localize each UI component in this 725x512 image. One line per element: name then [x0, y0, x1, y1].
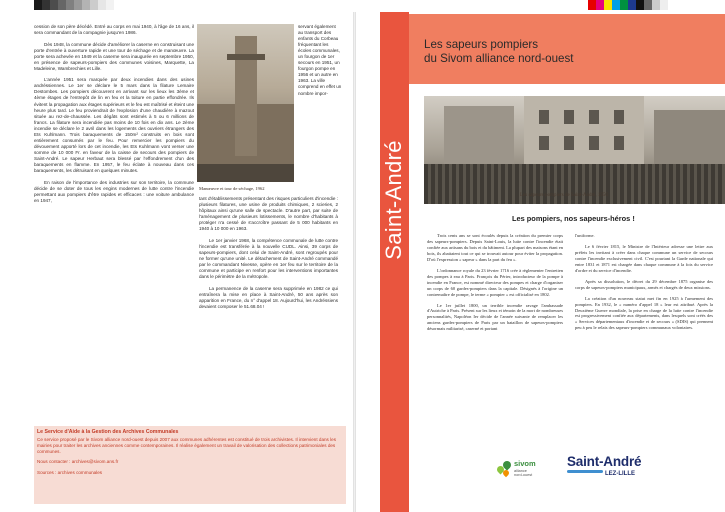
paragraph: l'uniforme.: [575, 233, 595, 238]
paragraph: Le 6 février 1815, le Ministre de l'Intérieur adresse une lettre aux préfets les invitant à créer dans chaque commune un service de secours contre l'incendie exclusivement civil. C'est pourtant la Garde nationale qui entre 1831 et 1871 est chargée dans chaque commune à la fois du service d'ordre et du service d'incendie.: [575, 243, 713, 273]
print-color-strip-right: [588, 0, 668, 10]
saint-andre-logo-subtitle: LEZ-LILLE: [605, 471, 635, 477]
sivom-logo-name: sivom: [514, 459, 536, 468]
text-column-a: [34, 24, 194, 209]
article-heading: Les pompiers, nos sapeurs-héros !: [512, 214, 635, 223]
text-column-c: [427, 233, 563, 337]
crew-photo-caption: Les sapeurs-pompiers de Saint-André, 1950: [520, 193, 608, 198]
wave-icon: [567, 470, 603, 473]
vertical-title: Saint-André: [381, 140, 406, 260]
archive-box-contact: Nous contacter : archives@sivom.ans.fr: [37, 459, 119, 465]
archive-service-box: [34, 426, 346, 504]
droplets-icon: [495, 458, 513, 480]
saint-andre-logo: [567, 454, 657, 490]
vertical-title-bar: [380, 12, 409, 512]
paragraph: La permanence de la caserne sera supprimée en 1982 ce qui entraînera la mise en place à Saint-André, 50 ans après son apparition en France, du n° d'appel 18. Aujourd'hui, les Andréssiens devaient composer le 51.68.04 !: [199, 285, 338, 309]
paragraph: La création d'un nouveau statut met fin en 1925 à l'armement des pompiers. En 1932, le « numéro d'appel 18 » leur est attribué. Après la Deuxième Guerre mondiale, la prise en charge de la lutte contre l'incendie est progressivement confiée aux départements, dans lesquels sont créés des « Services départementaux d'incendie et de secours » (SDIS) qui prennent peu à peu le relais des sapeurs-pompiers communaux volontaires.: [575, 295, 713, 331]
sivom-logo-subtitle: alliance nord-ouest: [514, 469, 533, 478]
tower-photo: [197, 24, 294, 182]
archive-box-title: Le Service d'Aide à la Gestion des Archives Communales: [37, 429, 179, 435]
archive-box-sources: Sources : archives communales: [37, 470, 103, 476]
paragraph: En raison de l'importance des industries sur son territoire, la commune décide de se doter de tous les engins modernes de lutte contre l'incendie permettant aux pompiers d'être rapides et efficaces : une voiture ambulance en 1947,: [34, 179, 194, 203]
paragraph: cession de son père décédé. Entré au corps en mai 1940, à l'âge de 16 ans, il sera commandant de la compagnie jusqu'en 1986.: [34, 24, 194, 36]
page-title: Les sapeurs pompiers du Sivom alliance nord-ouest: [424, 38, 574, 65]
text-column-b: [199, 196, 338, 315]
paragraph: tant d'établissements présentant des risques particuliers d'incendie : plusieurs filatures, une usine de produits chimiques, 2 scieries, 2 hôpitaux ainsi qu'une salle de spectacle. D'autre part, par suite de l'aménagement de plusieurs lotissements, le nombre d'habitants à protéger n'a cessé de s'accroître passant de 5 000 habitants en 1940 à 10 000 en 1963.: [199, 196, 338, 232]
paragraph: Le 1er juillet 1800, un terrible incendie ravage l'ambassade d'Autriche à Paris. Présent sur les lieux et témoin de la mort de nombreuses personnalités, Napoléon Ier décide de l'année suivante de remplacer les anciens gardes-pompiers de Paris par un bataillon de sapeurs-pompiers désormais militarisé, caserné et portant: [427, 302, 563, 332]
paragraph: Après sa dissolution, le décret du 29 décembre 1875 organise des corps de sapeurs-pompiers municipaux, armés et chargés de deux missions.: [575, 278, 713, 290]
sivom-logo: [495, 456, 555, 490]
page-fold: [353, 12, 356, 512]
paragraph: servant également au transport des enfants du Corbeau fréquentant les écoles communales, un fourgon de 1er secours en 1951, un fourgon pompe en 1956 et un autre en 1963. La ville comprend en effet un nombre impor-: [298, 24, 342, 96]
text-column-b-top: [298, 24, 342, 102]
paragraph: L'année 1951 sera marquée par deux incendies dans des usines andréssiennes. Le 1er se déclare le 5 mars dans la filature Lemaire Destombes. Les pompiers découvrent en arrivant sur les lieux les 3ème et 4ème étages de l'entrepôt de lin en feu et la toiture en partie effondrée. Ils évitent la propagation aux étages supérieurs et le feu est maîtrisé et éteint une heure plus tard. Le feu proviendrait de l'explosion d'une chaudière à mazout située au rez-de-chaussée. Les dégâts sont estimés à 5 ou 6 millions de francs. La filature sera incendiée pas moins de 10 fois en dix ans. Le 2ème incendie se déclare le 2 avril dans les logements des ouvriers étrangers des Ets Kuhlmann. Trois baraquements de 150m² construits en bois sont entièrement consumés par le feu. Pour remercier les pompiers du dévouement apporté lors de cet incendie, les Ets Kuhlmann vont verser une somme de 10 000 Fr. en faveur de la caisse de secours des pompiers de Saint-André. Le sapeur Herbaut sera blessé par l'effondrement d'un des baraquements en flamme. En 1957, le feu éclate à nouveau dans ces baraquements, les détruisant en quelques minutes.: [34, 77, 194, 174]
crew-photo: [424, 96, 725, 204]
archive-box-description: Ce service proposé par le Sivom alliance nord-ouest depuis 2007 aux communes adhérentes est constitué de trois archivistes. Il intervient dans les mairies pour traiter les archives anciennes comme contemporaines. Il réalise également un travail de valorisation des collections patrimoniales des communes.: [37, 437, 337, 454]
print-color-strip-left: [34, 0, 114, 10]
paragraph: Le 1er janvier 1968, la compétence communale de lutte contre l'incendie est transférée à la nouvelle CUDL. Ainsi, 39 corps de sapeurs-pompiers, dont celui de Saint-André, sont regroupés pour ne former qu'une unité. Le détachement de Saint-André commandé par le commandant Nivesse, opère en 1er feu sur le territoire de la commune et participe en renfort pour les interventions importantes dans le périmètre de la métropole.: [199, 237, 338, 280]
paragraph: Trois cents ans se sont écoulés depuis la création du premier corps des sapeurs-pompiers. Depuis Saint-Louis, la lutte contre l'incendie était confiée aux artisans du bois et du bâtiment. La plupart des maisons étant en bois, ils abattaient tout ce qui se trouvait autour pour éviter la propagation. D'où l'expression « sapeur » dans la part du feu ».: [427, 233, 563, 262]
tower-photo-caption: Manœuvre et tour de séchage, 1962: [199, 186, 265, 191]
paragraph: L'ordonnance royale du 23 février 1716 crée à règlementer l'entretien des pompes à eau à Paris. François du Périer, introducteur de la pompe à incendie en France, est nommé directeur des pompes et charge d'organiser un corps de 60 gardes-pompiers dans la capitale. Désignés à l'origine un contremaître de pompe, le terme « pompier » est officialisé en 1802.: [427, 267, 563, 297]
paragraph: Dès 1948, la commune décide d'améliorer la caserne en construisant une porte d'entrée à ouverture rapide et une tour de séchage et de manœuvre. La porte sera achevée en 1949 et la caserne sera inaugurée en septembre 1950, en présence de sapeurs-pompiers des communes voisines, Marquette, La Madeleine, Wambrechies et Lille.: [34, 41, 194, 71]
saint-andre-logo-name: Saint-André: [567, 454, 642, 469]
text-column-d: [575, 233, 713, 336]
